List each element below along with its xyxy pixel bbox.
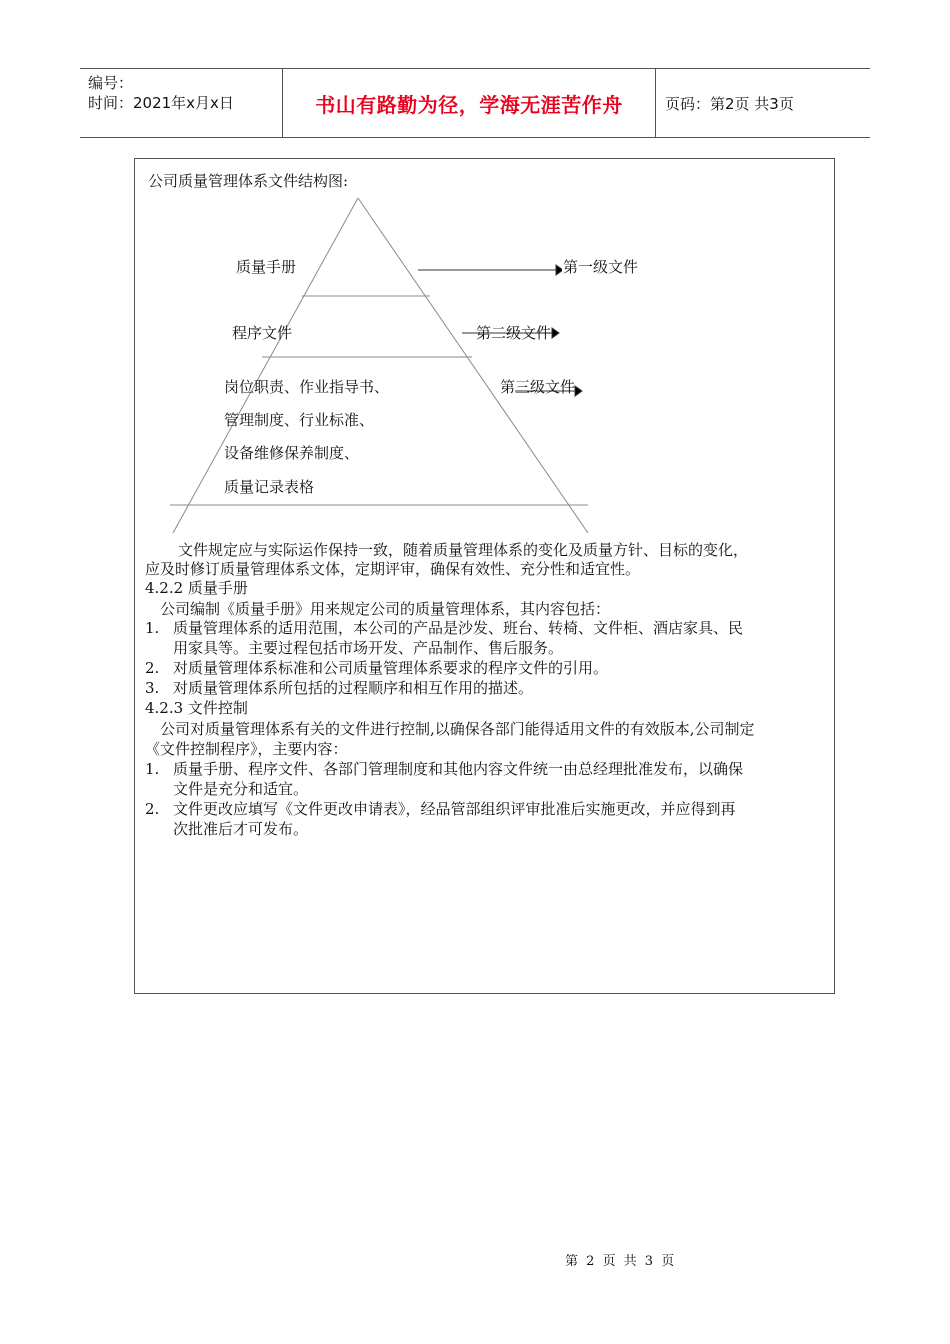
- level-1-label: 第一级文件: [563, 258, 639, 276]
- list-item-line: 对质量管理体系所包括的过程顺序和相互作用的描述。: [173, 679, 534, 697]
- document-number-label: 编号：: [88, 74, 134, 92]
- list-item-line: 对质量管理体系标准和公司质量管理体系要求的程序文件的引用。: [173, 659, 609, 677]
- list-item-line: 次批准后才可发布。: [173, 820, 309, 838]
- list-number: 3.: [145, 679, 160, 697]
- arrowhead-level-3: [575, 386, 582, 396]
- list-item-line: 文件更改应填写《文件更改申请表》，经品管部组织评审批准后实施更改，并应得到再: [173, 800, 736, 818]
- pyramid-right-edge: [358, 198, 588, 533]
- section-4-2-3-intro-line-2: 《文件控制程序》，主要内容：: [145, 740, 348, 758]
- list-item-line: 文件是充分和适宜。: [173, 780, 309, 798]
- paragraph-1-line-1: 文件规定应与实际运作保持一致，随着质量管理体系的变化及质量方针、目标的变化，: [178, 541, 749, 559]
- list-item-line: 质量管理体系的适用范围，本公司的产品是沙发、班台、转椅、文件柜、酒店家具、民: [173, 619, 744, 637]
- section-4-2-3-heading: 4.2.3 文件控制: [145, 699, 248, 717]
- arrowhead-level-2: [552, 328, 559, 338]
- tier-work-instructions: 岗位职责、作业指导书、: [224, 378, 390, 396]
- list-item-line: 用家具等。主要过程包括市场开发、产品制作、售后服务。: [173, 639, 564, 657]
- paragraph-1-line-2: 应及时修订质量管理体系文体，定期评审，确保有效性、充分性和适宜性。: [145, 560, 641, 578]
- tier-base-line-1: 管理制度、行业标准、: [224, 411, 375, 429]
- level-3-label: 第三级文件: [500, 378, 576, 396]
- tier-procedure-documents: 程序文件: [232, 324, 293, 342]
- section-4-2-2-intro: 公司编制《质量手册》用来规定公司的质量管理体系，其内容包括：: [160, 600, 611, 618]
- list-item-line: 质量手册、程序文件、各部门管理制度和其他内容文件统一由总经理批准发布，以确保: [173, 760, 744, 778]
- tier-quality-manual: 质量手册: [236, 258, 297, 276]
- header-page-info: 页码：第2页 共3页: [665, 94, 794, 113]
- tier-base-line-3: 质量记录表格: [224, 478, 315, 496]
- list-number: 2.: [145, 800, 160, 818]
- header-motto: 书山有路勤为径，学海无涯苦作舟: [315, 92, 623, 117]
- tier-base-line-2: 设备维修保养制度、: [224, 444, 360, 462]
- section-4-2-2-heading: 4.2.2 质量手册: [145, 579, 248, 597]
- list-number: 1.: [145, 619, 160, 637]
- document-date-label: 时间：2021年x月x日: [88, 94, 234, 112]
- section-4-2-3-intro-line-1: 公司对质量管理体系有关的文件进行控制,以确保各部门能得适用文件的有效版本,公司制定: [160, 720, 755, 738]
- level-2-label: 第二级文件: [476, 324, 552, 342]
- list-number: 1.: [145, 760, 160, 778]
- list-number: 2.: [145, 659, 160, 677]
- diagram-title: 公司质量管理体系文件结构图:: [148, 172, 349, 190]
- page-footer: 第 2 页 共 3 页: [565, 1254, 677, 1269]
